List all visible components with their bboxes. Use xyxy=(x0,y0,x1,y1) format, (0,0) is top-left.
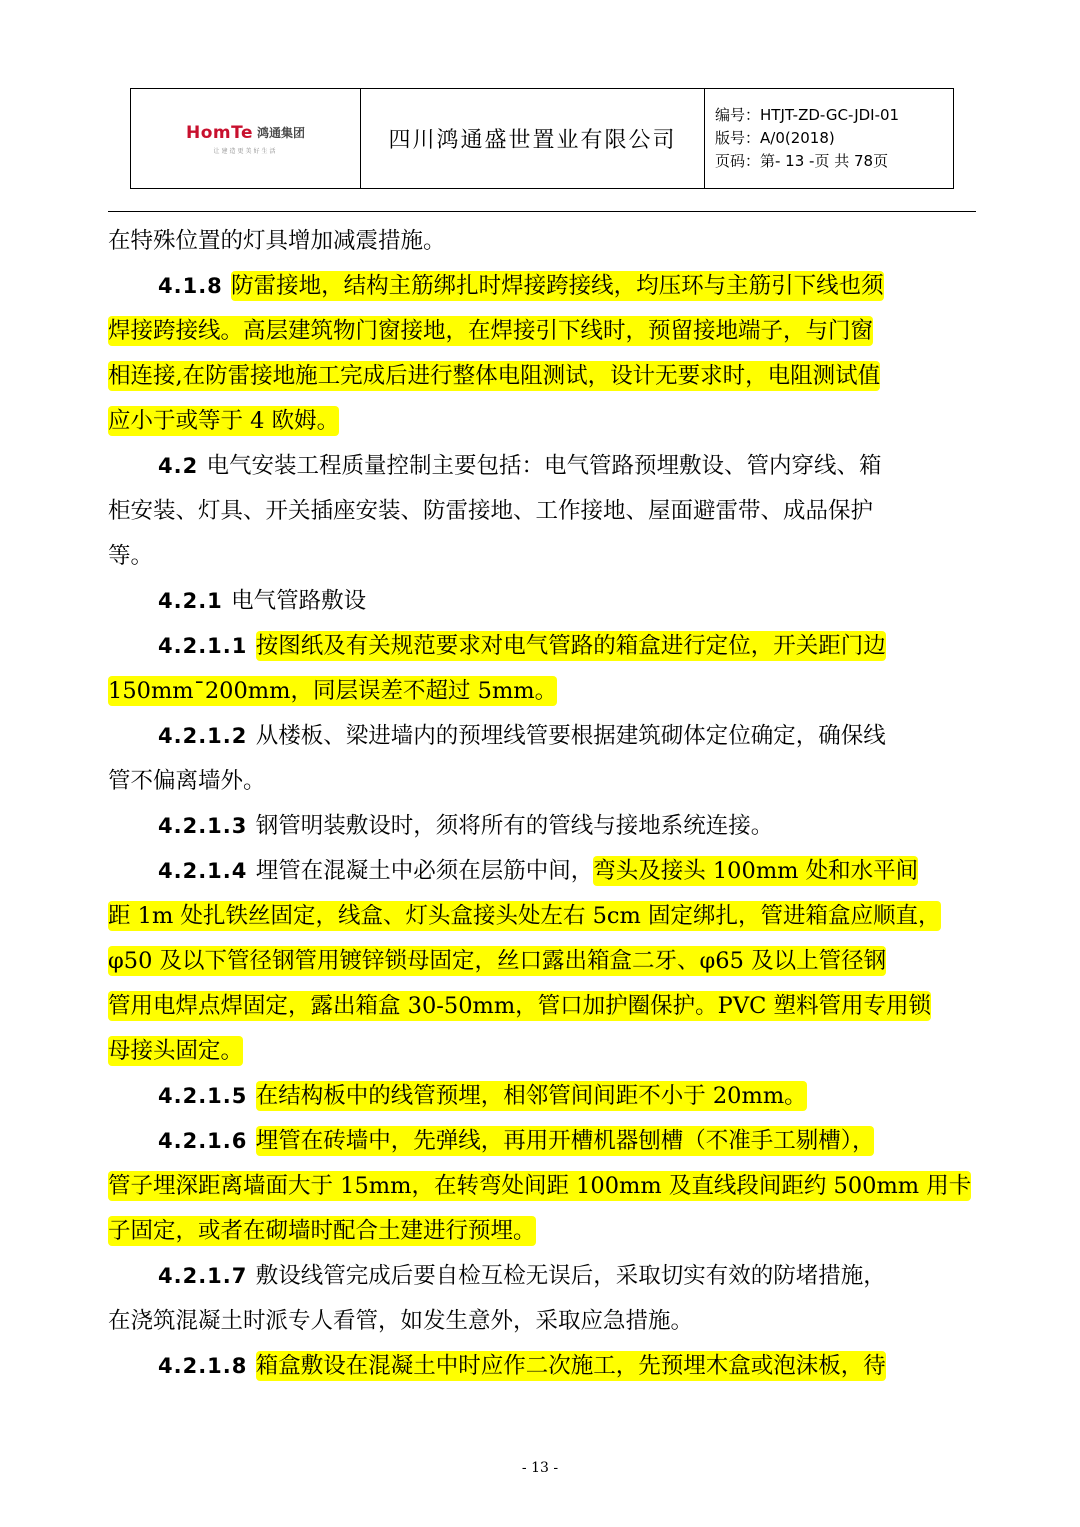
text-line xyxy=(158,1073,807,1119)
highlighted-text: 防雷接地，结构主筋绑扎时焊接跨接线，均压环与主筋引下线也须 xyxy=(231,273,884,299)
line-text: 在特殊位置的灯具增加减震措施。 xyxy=(108,228,446,254)
section-number: 4.2.1.5 xyxy=(158,1084,256,1108)
highlighted-text: 按图纸及有关规范要求对电气管路的箱盒进行定位，开关距门边 xyxy=(255,633,886,659)
text-line xyxy=(108,1028,243,1074)
section-number: 4.2.1.8 xyxy=(158,1354,256,1378)
line-text: 在浇筑混凝土时派专人看管，如发生意外，采取应急措施。 xyxy=(108,1308,694,1334)
logo-slogan: 让建造更美好生活 xyxy=(213,147,278,155)
section-number: 4.2.1.3 xyxy=(158,814,256,838)
document-header xyxy=(130,88,954,189)
logo-chinese: 鸿通集团 xyxy=(256,126,305,140)
text-line xyxy=(108,758,266,804)
highlighted-text: 在结构板中的线管预埋，相邻管间间距不小于 20mm。 xyxy=(255,1083,807,1109)
highlighted-text: 距 1m 处扎铁丝固定，线盒、灯头盒接头处左右 5cm 固定绑扎，管进箱盒应顺直， xyxy=(108,903,941,929)
section-number: 4.2.1.6 xyxy=(158,1129,256,1153)
text-line xyxy=(108,1208,536,1254)
text-line xyxy=(108,668,557,714)
highlighted-text: 弯头及接头 100mm 处和水平间 xyxy=(593,858,919,884)
highlighted-text: 相连接,在防雷接地施工完成后进行整体电阻测试，设计无要求时，电阻测试值 xyxy=(108,363,881,389)
text-line xyxy=(158,1253,886,1299)
line-text: 从楼板、梁进墙内的预埋线管要根据建筑砌体定位确定，确保线 xyxy=(255,723,886,749)
company-logo xyxy=(186,123,305,143)
text-line xyxy=(108,938,886,984)
section-number: 4.2.1 xyxy=(158,589,232,613)
text-line xyxy=(108,308,873,354)
section-number: 4.2.1.1 xyxy=(158,634,256,658)
version-number: 版号：A/0(2018) xyxy=(715,129,835,147)
line-text: 敷设线管完成后要自检互检无误后，采取切实有效的防堵措施， xyxy=(255,1263,886,1289)
page-info: 页码：第- 13 -页 共 78页 xyxy=(715,152,889,170)
highlighted-text: 子固定，或者在砌墙时配合土建进行预埋。 xyxy=(108,1218,536,1244)
highlighted-text: 母接头固定。 xyxy=(108,1038,244,1064)
logo-wordmark: HomTe xyxy=(185,122,253,143)
line-text: 等。 xyxy=(108,543,154,569)
text-line xyxy=(108,488,873,534)
highlighted-text: 应小于或等于 4 欧姆。 xyxy=(108,408,340,434)
highlighted-text: 埋管在砖墙中，先弹线，再用开槽机器刨槽（不准手工剔槽）， xyxy=(255,1128,875,1154)
highlighted-text: 管用电焊点焊固定，露出箱盒 30-50mm，管口加护圈保护。PVC 塑料管用专用锁 xyxy=(108,993,931,1019)
text-line xyxy=(158,263,884,309)
section-number: 4.1.8 xyxy=(158,274,232,298)
header-divider xyxy=(108,211,976,212)
section-number: 4.2.1.7 xyxy=(158,1264,256,1288)
text-line xyxy=(108,893,941,939)
text-line xyxy=(108,218,446,264)
line-text: 电气管路敷设 xyxy=(231,588,367,614)
text-line xyxy=(158,623,886,669)
document-info xyxy=(705,89,953,188)
text-line xyxy=(158,578,366,624)
text-line xyxy=(108,983,931,1029)
section-number: 4.2.1.4 xyxy=(158,859,256,883)
line-text: 电气安装工程质量控制主要包括：电气管路预埋敷设、管内穿线、箱 xyxy=(206,453,882,479)
highlighted-text: 箱盒敷设在混凝土中时应作二次施工，先预埋木盒或泡沫板，待 xyxy=(255,1353,886,1379)
document-number: 编号：HTJT-ZD-GC-JDⅠ-01 xyxy=(715,106,900,124)
line-text: 钢管明装敷设时，须将所有的管线与接地系统连接。 xyxy=(255,813,774,839)
highlighted-text: φ50 及以下管径钢管用镀锌锁母固定，丝口露出箱盒二牙、φ65 及以上管径钢 xyxy=(108,948,887,974)
line-text: 管不偏离墙外。 xyxy=(108,768,266,794)
section-number: 4.2.1.2 xyxy=(158,724,256,748)
highlighted-text: 管子埋深距离墙面大于 15mm，在转弯处间距 100mm 及直线段间距约 500mm 用卡 xyxy=(108,1173,972,1199)
logo-cell xyxy=(131,89,361,188)
text-line xyxy=(108,1163,971,1209)
company-name: 四川鸿通盛世置业有限公司 xyxy=(361,89,705,188)
page-number: - 13 - xyxy=(521,1460,559,1476)
text-line xyxy=(158,1118,874,1164)
text-line xyxy=(108,533,153,579)
text-line xyxy=(158,443,882,489)
highlighted-text: 150mm¯200mm，同层误差不超过 5mm。 xyxy=(108,678,558,704)
text-line xyxy=(108,398,339,444)
text-line xyxy=(108,353,880,399)
highlighted-text: 焊接跨接线。高层建筑物门窗接地，在焊接引下线时，预留接地端子，与门窗 xyxy=(108,318,874,344)
text-line xyxy=(158,848,918,894)
line-text: 埋管在混凝土中必须在层筋中间， xyxy=(255,858,594,884)
text-line xyxy=(158,1343,886,1389)
text-line xyxy=(108,1298,693,1344)
text-line xyxy=(158,713,886,759)
section-number: 4.2 xyxy=(158,454,207,478)
line-text: 柜安装、灯具、开关插座安装、防雷接地、工作接地、屋面避雷带、成品保护 xyxy=(108,498,874,524)
text-line xyxy=(158,803,773,849)
